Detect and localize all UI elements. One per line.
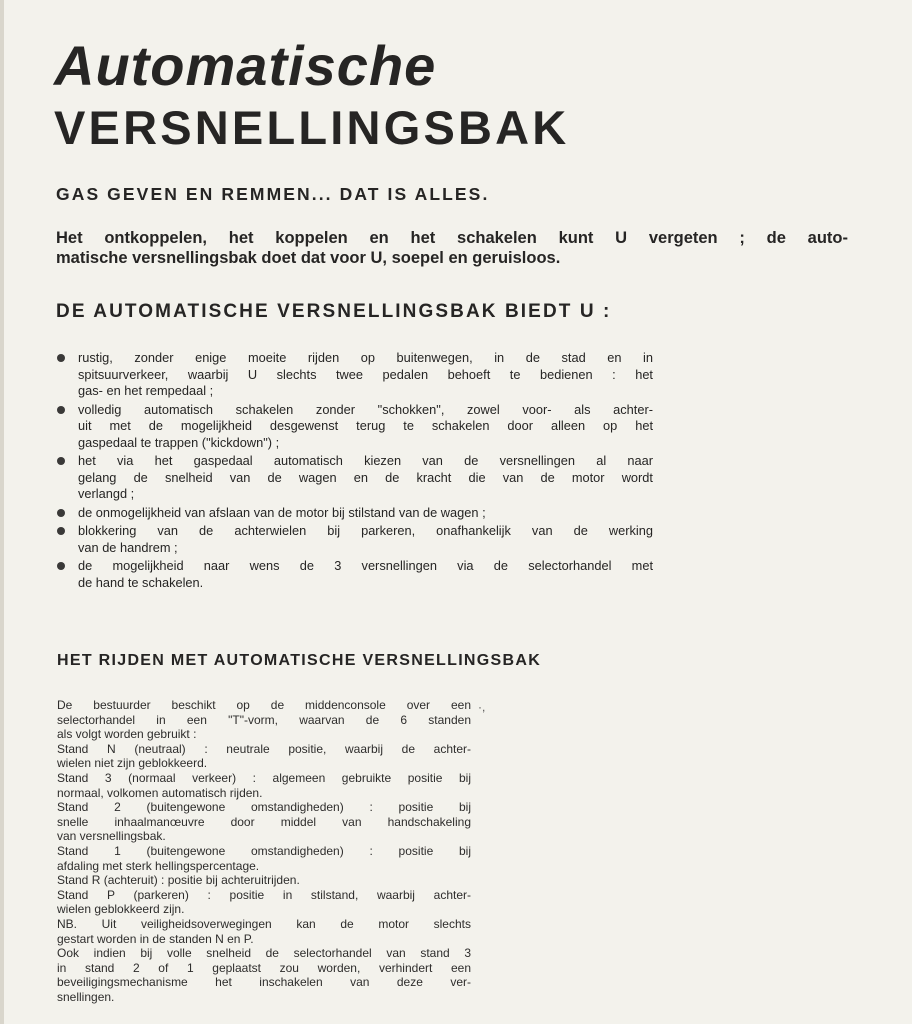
text-line: verlangd ; (78, 486, 135, 501)
text-line: wielen geblokkeerd zijn. (57, 902, 185, 917)
bullet-icon (57, 457, 65, 465)
text-line: snelle inhaalmanœuvre door middel van handschakeling (57, 814, 471, 829)
benefit-item (56, 558, 653, 591)
text-line: matische versnellingsbak doet dat voor U, soepel en geruisloos. (56, 249, 561, 267)
text-line: het via het gaspedaal automatisch kiezen van de versnellingen al naar (78, 453, 653, 468)
text-line: van de handrem ; (78, 539, 178, 555)
text-line: De bestuurder beschikt op de middenconsole over een (57, 698, 471, 712)
bullet-icon (57, 527, 65, 535)
benefit-item (56, 523, 653, 556)
benefit-item (56, 453, 653, 503)
text-line: Ook indien bij volle snelheid de selectorhandel van stand 3 (57, 946, 471, 961)
driving-paragraph (57, 771, 471, 800)
bullet-icon (57, 509, 65, 517)
benefit-item (56, 505, 653, 522)
subtitle: GAS GEVEN EN REMMEN... DAT IS ALLES. (56, 184, 490, 204)
text-line: gelang de snelheid van de wagen en de kracht die van de motor wordt (78, 469, 653, 485)
text-line: blokkering van de achterwielen bij parkeren, onafhankelijk van de werking (78, 523, 653, 538)
text-line: Het ontkoppelen, het koppelen en het schakelen kunt U vergeten ; de auto- (56, 229, 848, 247)
benefits-heading: DE AUTOMATISCHE VERSNELLINGSBAK BIEDT U : (56, 301, 612, 322)
driving-heading: HET RIJDEN MET AUTOMATISCHE VERSNELLINGSBAK (57, 652, 542, 669)
text-line: Stand R (achteruit) : positie bij achteruitrijden. (57, 873, 300, 888)
driving-paragraph (57, 742, 471, 771)
benefit-item (56, 350, 653, 400)
text-line: gas- en het rempedaal ; (78, 383, 214, 398)
text-line: beveiligingsmechanisme het inschakelen van deze ver- (57, 975, 471, 990)
text-line: snellingen. (57, 989, 115, 1004)
text-line: Stand N (neutraal) : neutrale positie, waarbij de achter- (57, 741, 471, 756)
intro-paragraph (56, 228, 848, 268)
text-line: Stand P (parkeren) : positie in stilstand, waarbij achter- (57, 887, 471, 902)
benefit-item (56, 402, 653, 452)
text-line: afdaling met sterk hellingspercentage. (57, 858, 260, 873)
text-line: gaspedaal te trappen ("kickdown") ; (78, 434, 280, 450)
driving-paragraph (57, 844, 471, 873)
driving-paragraph (57, 800, 471, 844)
text-line: de hand te schakelen. (78, 574, 204, 590)
driving-body (57, 698, 471, 1004)
text-line: spitsuurverkeer, waarbij U slechts twee pedalen behoeft te bedienen : het (78, 366, 653, 382)
driving-paragraph (57, 698, 471, 742)
title-line-1: Automatische (54, 34, 437, 97)
text-line: NB. Uit veiligheidsoverwegingen kan de motor slechts (57, 916, 471, 931)
text-line: Stand 2 (buitengewone omstandigheden) : positie bij (57, 800, 471, 815)
driving-paragraph (57, 946, 471, 1004)
text-line: als volgt worden gebruikt : (57, 727, 197, 742)
bullet-icon (57, 354, 65, 362)
text-line: volledig automatisch schakelen zonder "schokken", zowel voor- als achter- (78, 401, 653, 417)
driving-paragraph (57, 873, 471, 888)
text-line: rustig, zonder enige moeite rijden op buitenwegen, in de stad en in (78, 350, 653, 365)
title-line-2: VERSNELLINGSBAK (54, 101, 570, 154)
bullet-icon (57, 562, 65, 570)
text-line: van versnellingsbak. (57, 829, 166, 844)
text-line: Stand 1 (buitengewone omstandigheden) : positie bij (57, 843, 471, 858)
driving-paragraph (57, 917, 471, 946)
text-line: de onmogelijkheid van afslaan van de motor bij stilstand van de wagen ; (78, 504, 486, 520)
driving-paragraph (57, 888, 471, 917)
text-line: uit met de mogelijkheid desgewenst terug te schakelen door alleen op het (78, 418, 653, 433)
text-line: selectorhandel in een "T"-vorm, waarvan de 6 standen (57, 712, 471, 727)
scan-mark: ·, (478, 700, 486, 714)
bullet-icon (57, 406, 65, 414)
text-line: de mogelijkheid naar wens de 3 versnellingen via de selectorhandel met (78, 558, 653, 573)
text-line: wielen niet zijn geblokkeerd. (57, 756, 208, 771)
text-line: normaal, volkomen automatisch rijden. (57, 785, 263, 800)
text-line: Stand 3 (normaal verkeer) : algemeen gebruikte positie bij (57, 770, 471, 785)
text-line: in stand 2 of 1 geplaatst zou worden, verhindert een (57, 960, 471, 975)
benefits-list (56, 350, 653, 593)
page-edge (0, 0, 4, 1024)
text-line: gestart worden in de standen N en P. (57, 931, 254, 946)
